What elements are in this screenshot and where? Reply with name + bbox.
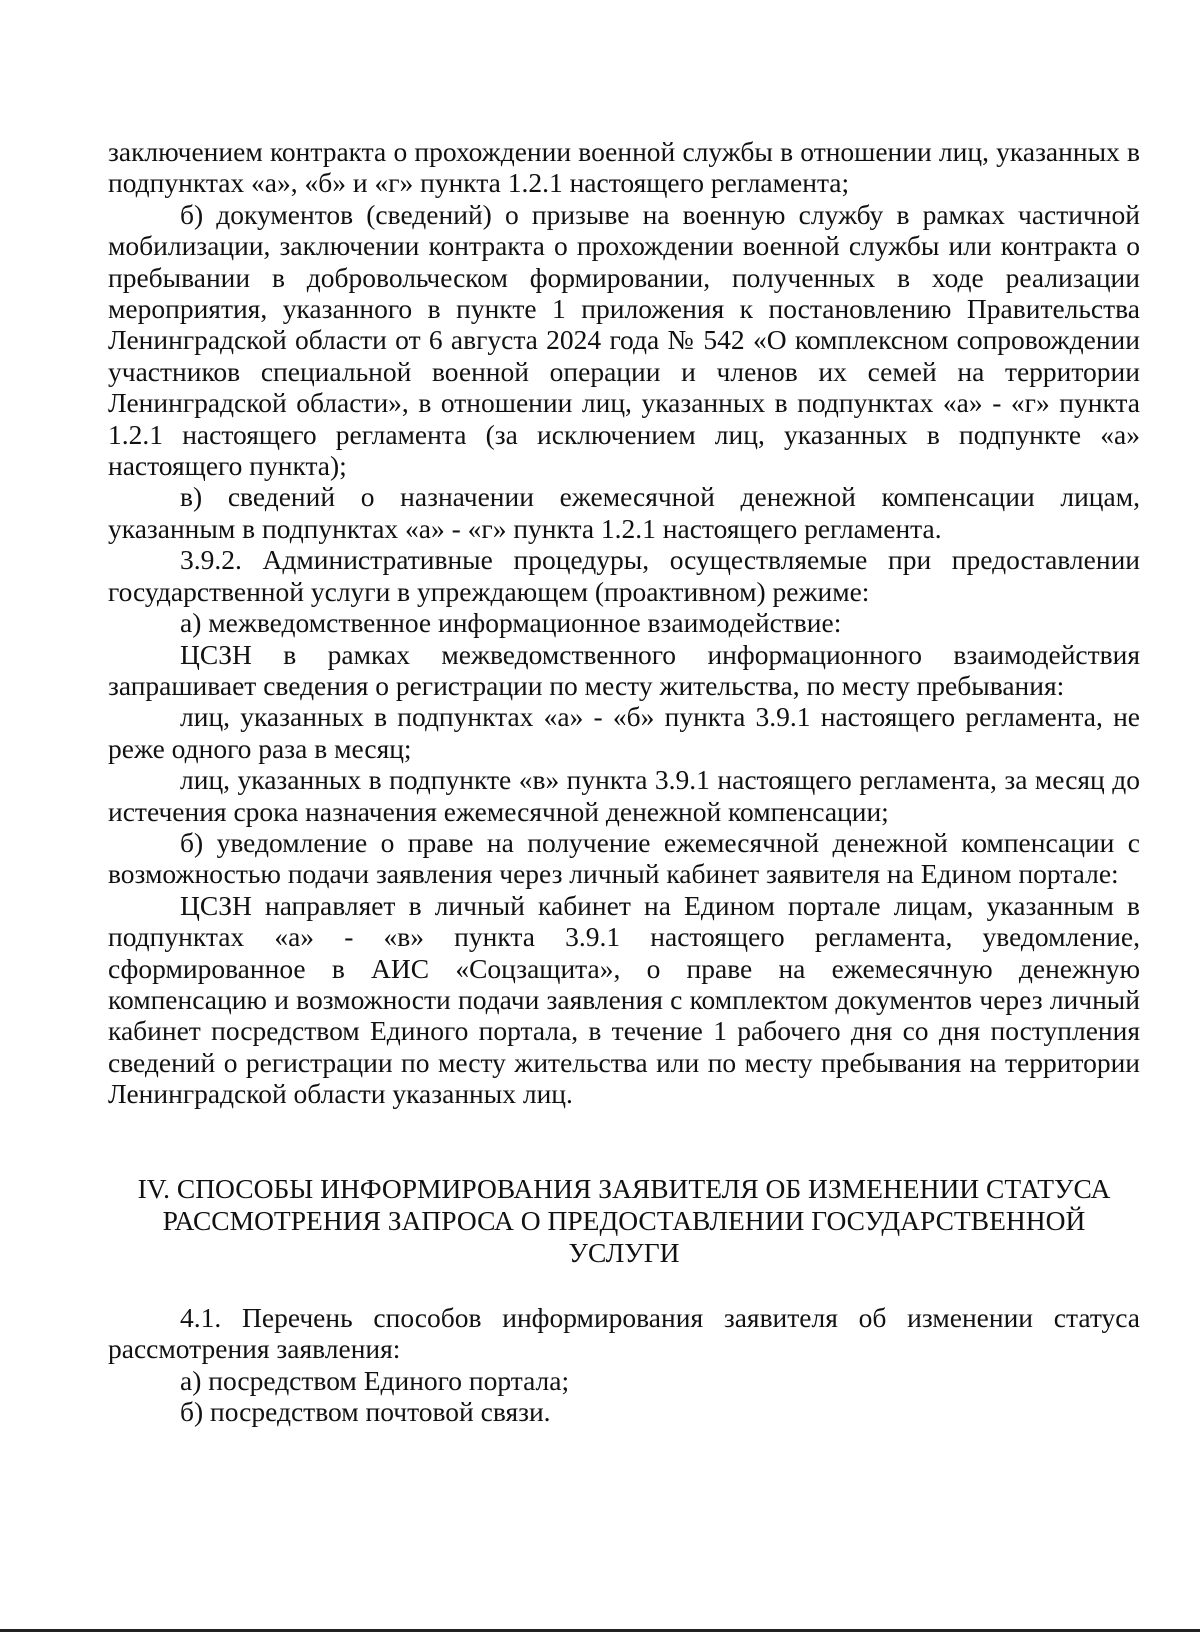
paragraph-notification: б) уведомление о праве на получение ежемесячной денежной компенсации с возможностью подачи заявления через личный кабинет заявителя на Едином портале:: [108, 826, 1140, 890]
paragraph-item-v: в) сведений о назначении ежемесячной денежной компенсации лицам, указанным в подпунктах «а» - «г» пункта 1.2.1 настоящего регламента.: [108, 481, 1140, 544]
document-body: [108, 136, 1140, 1110]
paragraph-4-1: 4.1. Перечень способов информирования заявителя об изменении статуса рассмотрения заявления:: [108, 1302, 1140, 1365]
section-heading-line: УСЛУГИ: [568, 1237, 680, 1268]
paragraph-interagency-interaction: а) межведомственное информационное взаимодействие:: [180, 607, 842, 639]
section-body: [108, 1302, 1140, 1428]
paragraph-continuation: заключением контракта о прохождении военной службы в отношении лиц, указанных в подпунктах «а», «б» и «г» пункта 1.2.1 настоящего регламента;: [108, 136, 1140, 199]
paragraph-3-9-2: 3.9.2. Административные процедуры, осуществляемые при предоставлении государственной услуги в упреждающем (проактивном) режиме:: [108, 544, 1140, 607]
paragraph-persons-v: лиц, указанных в подпункте «в» пункта 3.9.1 настоящего регламента, за месяц до истечения срока назначения ежемесячной денежной компенсации;: [108, 764, 1140, 827]
list-item-post: б) посредством почтовой связи.: [180, 1396, 551, 1428]
paragraph-persons-a-b: лиц, указанных в подпунктах «а» - «б» пункта 3.9.1 настоящего регламента, не реже одного раза в месяц;: [108, 701, 1140, 764]
paragraph-cszn-sends: ЦСЗН направляет в личный кабинет на Едином портале лицам, указанным в подпунктах «а» - «в» пункта 3.9.1 настоящего регламента, уведомление, сформированное в АИС «Соцзащита», о праве на ежемесячную денежную компенсацию и возможности подачи заявления с комплектом документов через личный кабинет посредством Единого портала, в течение 1 рабочего дня со дня поступления сведений о регистрации по месту жительства или по месту пребывания на территории Ленинградской области указанных лиц.: [108, 889, 1140, 1110]
section-heading-line: IV. СПОСОБЫ ИНФОРМИРОВАНИЯ ЗАЯВИТЕЛЯ ОБ ИЗМЕНЕНИИ СТАТУСА: [137, 1173, 1111, 1204]
section-heading-line: РАССМОТРЕНИЯ ЗАПРОСА О ПРЕДОСТАВЛЕНИИ ГОСУДАРСТВЕННОЙ: [162, 1205, 1086, 1236]
paragraph-item-b: б) документов (сведений) о призыве на военную службу в рамках частичной мобилизации, заключении контракта о прохождении военной службы или контракта о пребывании в добровольческом формировании, полученных в ходе реализации мероприятия, указанного в пункте 1 приложения к постановлению Правительства Ленинградской области от 6 августа 2024 года № 542 «О комплексном сопровождении участников специальной военной операции и членов их семей на территории Ленинградской области», в отношении лиц, указанных в подпунктах «а» - «г» пункта 1.2.1 настоящего регламента (за исключением лиц, указанных в подпункте «а» настоящего пункта);: [108, 198, 1140, 482]
section-heading: [108, 1173, 1140, 1269]
paragraph-cszn-request: ЦСЗН в рамках межведомственного информационного взаимодействия запрашивает сведения о регистрации по месту жительства, по месту пребывания:: [108, 638, 1140, 701]
scan-edge-line: [0, 1629, 1200, 1632]
list-item-portal: а) посредством Единого портала;: [180, 1364, 570, 1396]
